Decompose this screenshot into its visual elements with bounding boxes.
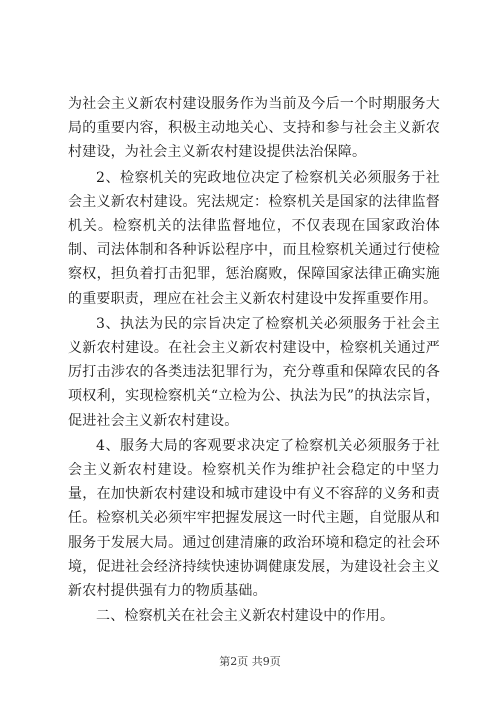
document-body (68, 92, 440, 629)
paragraph-point-2: 2、检察机关的宪政地位决定了检察机关必须服务于社会主义新农村建设。宪法规定：检察机关是国家的法律监督机关。检察机关的法律监督地位，不仅表现在国家政治体制、司法体制和各种诉讼程序中，而且检察机关通过行使检察权，担负着打击犯罪，惩治腐败，保障国家法律正确实施的重要职责，理应在社会主义新农村建设中发挥重要作用。 (68, 169, 440, 307)
paragraph-continuation: 为社会主义新农村建设服务作为当前及今后一个时期服务大局的重要内容，积极主动地关心、支持和参与社会主义新农村建设，为社会主义新农村建设提供法治保障。 (68, 96, 440, 161)
paragraph-point-3: 3、执法为民的宗旨决定了检察机关必须服务于社会主义新农村建设。在社会主义新农村建设中，检察机关通过严厉打击涉农的各类违法犯罪行为，充分尊重和保障农民的各项权利，实现检察机关“立检为公、执法为民”的执法宗旨，促进社会主义新农村建设。 (68, 315, 440, 429)
page-number-footer: 第2页 共9页 (219, 655, 281, 668)
paragraph-point-4: 4、服务大局的客观要求决定了检察机关必须服务于社会主义新农村建设。检察机关作为维护社会稳定的中坚力量，在加快新农村建设和城市建设中有义不容辞的义务和责任。检察机关必须牢牢把握发展这一时代主题，自觉服从和服务于发展大局。通过创建清廉的政治环境和稳定的社会环境，促进社会经济持续快速协调健康发展，为建设社会主义新农村提供强有力的物质基础。 (68, 437, 440, 600)
section-heading-2: 二、检察机关在社会主义新农村建设中的作用。 (96, 608, 395, 625)
